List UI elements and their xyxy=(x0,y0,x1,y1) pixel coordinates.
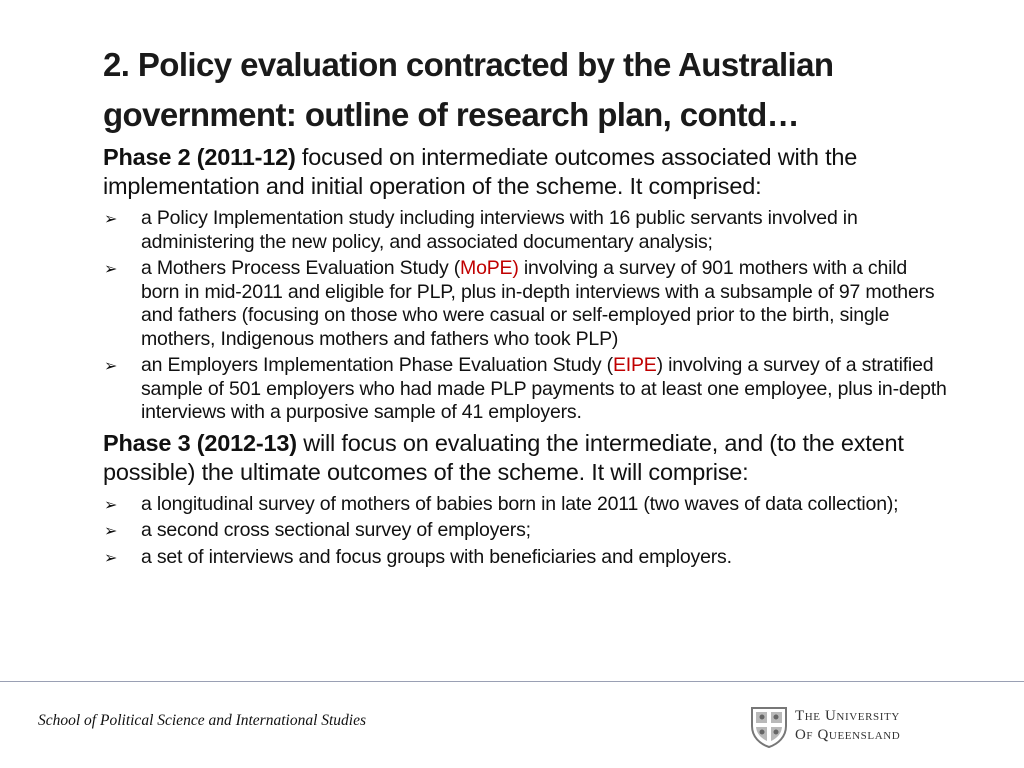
arrow-bullet-icon: ➢ xyxy=(104,547,118,567)
phase3-label: Phase 3 (2012-13) xyxy=(103,429,297,456)
bullet-text: ) involving a survey of a stratified sample of 501 employers who had made PLP payments to at least one employee, plus in-depth interviews with a purposive sample of 41 employers. xyxy=(141,354,947,423)
slide-title: 2. Policy evaluation contracted by the Australian government: outline of research plan, contd… xyxy=(103,46,834,133)
phase2-text: focused on intermediate outcomes associated with the implementation and initial operation of the scheme. It comprised: xyxy=(103,144,858,199)
list-item xyxy=(103,354,948,425)
list-item xyxy=(103,546,948,570)
arrow-bullet-icon: ➢ xyxy=(104,209,118,228)
eipe-acronym: EIPE xyxy=(612,354,657,376)
bullet-text: a Mothers Process Evaluation Study ( xyxy=(141,257,461,279)
arrow-bullet-icon: ➢ xyxy=(104,521,118,540)
list-item xyxy=(103,257,948,351)
list-item xyxy=(103,207,948,254)
slide-body xyxy=(103,143,948,573)
bullet-text: a longitudinal survey of mothers of babies born in late 2011 (two waves of data collection); xyxy=(141,492,899,515)
bullet-text: involving a survey of 901 mothers with a child born in mid-2011 and eligible for PLP, plus in-depth interviews with a subsample of 97 mothers and fathers (focusing on those who were casual or self-employed prior to the birth, single mothers, Indigenous mothers and fathers who took PLP) xyxy=(141,257,935,350)
phase3-paragraph xyxy=(103,429,948,487)
school-name: School of Political Science and International Studies xyxy=(38,712,367,729)
arrow-bullet-icon: ➢ xyxy=(104,494,118,514)
phase2-paragraph xyxy=(103,143,948,201)
university-name xyxy=(795,707,900,745)
university-name-line1: The University xyxy=(795,708,900,724)
phase2-bullet-list xyxy=(103,207,948,425)
bullet-text: a set of interviews and focus groups with beneficiaries and employers. xyxy=(141,545,732,568)
phase3-text: will focus on evaluating the intermediate, and (to the extent possible) the ultimate outcomes of the scheme. It will comprise: xyxy=(103,429,904,485)
uq-crest-icon xyxy=(748,704,790,748)
list-item xyxy=(103,493,948,517)
arrow-bullet-icon: ➢ xyxy=(104,259,118,278)
bullet-text: an Employers Implementation Phase Evaluation Study ( xyxy=(141,354,613,376)
footer-divider xyxy=(0,681,1024,682)
university-name-line2: Of Queensland xyxy=(795,727,901,743)
arrow-bullet-icon: ➢ xyxy=(104,356,118,375)
bullet-text: a second cross sectional survey of employers; xyxy=(141,519,531,541)
bullet-text: a Policy Implementation study including interviews with 16 public servants involved in administering the new policy, and associated documentary analysis; xyxy=(141,207,858,253)
phase3-bullet-list xyxy=(103,493,948,570)
phase2-label: Phase 2 (2011-12) xyxy=(103,144,296,170)
mope-acronym: MoPE) xyxy=(460,257,519,279)
list-item xyxy=(103,519,948,543)
